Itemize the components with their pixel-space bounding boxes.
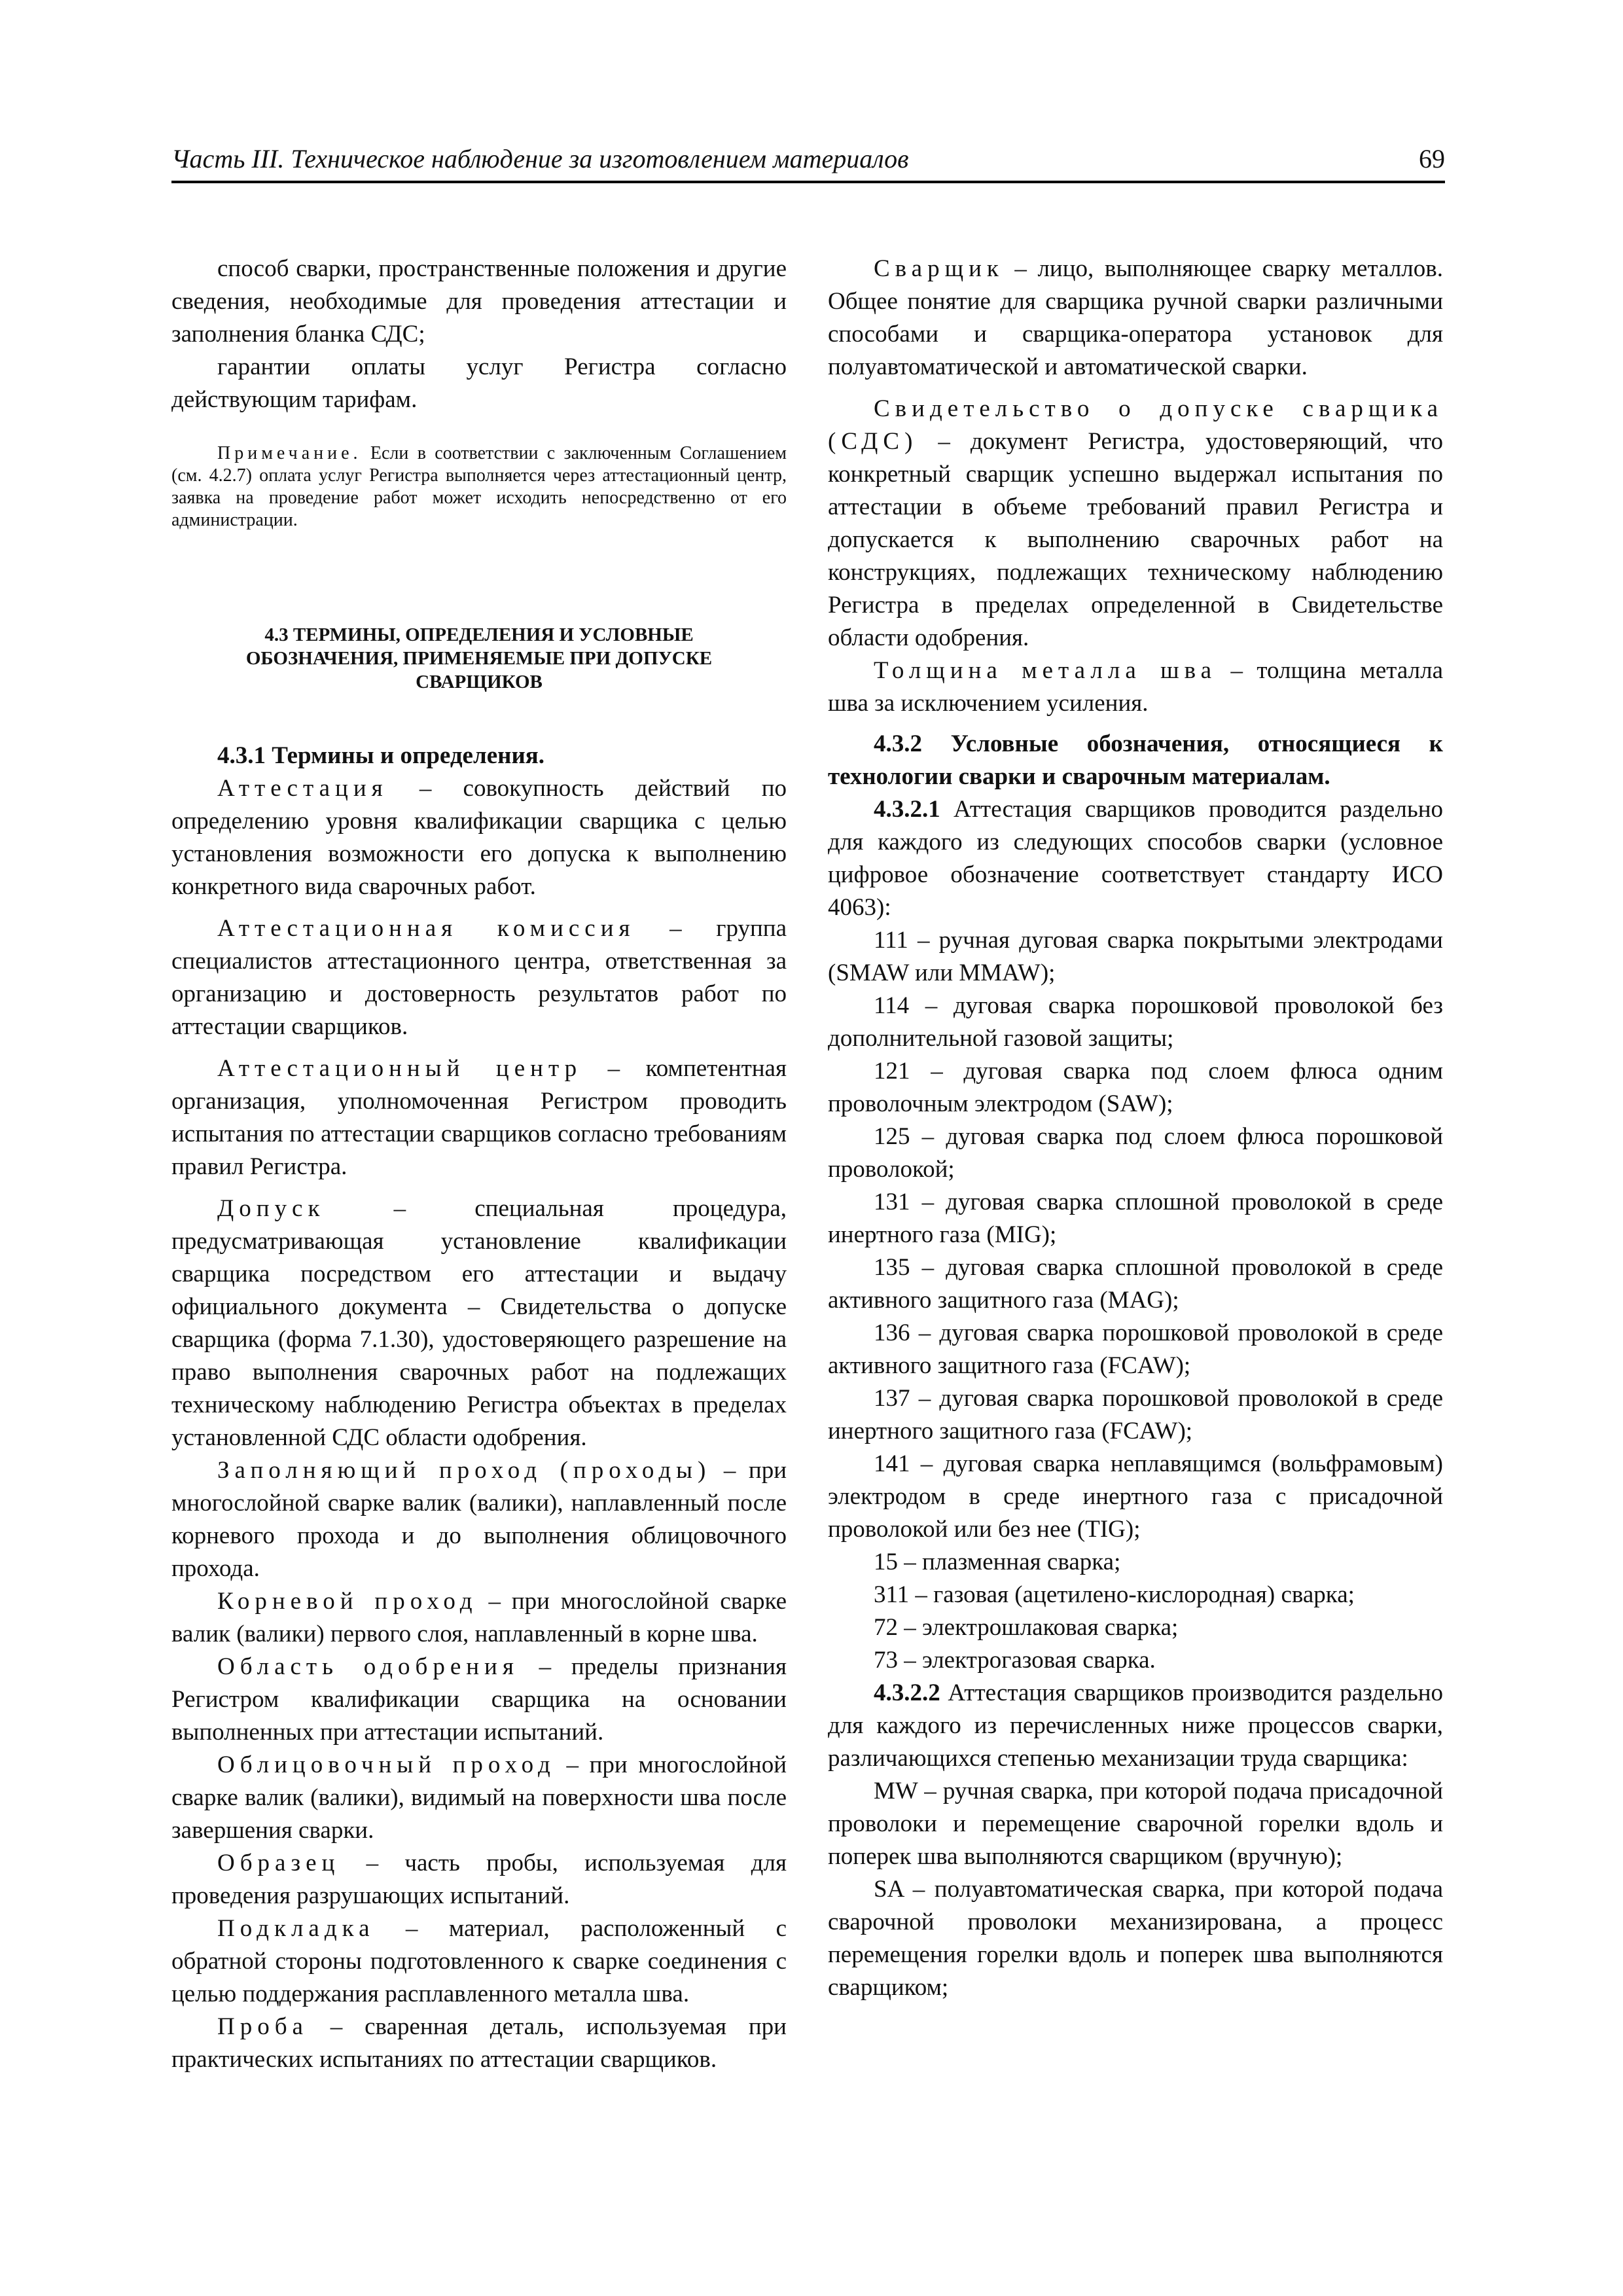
note-text: Если в соответствии с заключенным Соглашением (см. 4.2.7) оплата услуг Регистра выполняется через аттестационный центр, заявка на проведение работ может исходить непосредственно от его администрации. (171, 443, 787, 530)
term-definition (171, 1585, 787, 1651)
term-definition (171, 1193, 787, 1454)
definition: – при многослойной сварке валик (валики), наплавленный после корневого прохода и до выполнения облицовочного прохода. (171, 1457, 787, 1582)
term-definition (828, 655, 1443, 720)
process-item: 135 – дуговая сварка сплошной проволокой в среде активного защитного газа (MAG); (828, 1254, 1443, 1314)
process-item: 311 – газовая (ацетилено-кислородная) сварка; (874, 1581, 1355, 1608)
definition: – часть пробы, используемая для проведения разрушающих испытаний. (171, 1850, 787, 1909)
section-title: 4.3 ТЕРМИНЫ, ОПРЕДЕЛЕНИЯ И УСЛОВНЫЕ ОБОЗНАЧЕНИЯ, ПРИМЕНЯЕМЫЕ ПРИ ДОПУСКЕ СВАРЩИКОВ (245, 624, 713, 692)
process-item: 125 – дуговая сварка под слоем флюса порошковой проволокой; (828, 1123, 1443, 1183)
term: Аттестация (217, 775, 388, 802)
paragraph: MW – ручная сварка, при которой подача присадочной проволоки и перемещение сварочной горелки вдоль и поперек шва выполняются сварщиком (вручную); (828, 1778, 1443, 1870)
term: Сварщик (874, 255, 1004, 282)
term-definition (171, 912, 787, 1043)
clause-text: Аттестация сварщиков производится раздельно для каждого из перечисленных ниже процессов сварки, различающихся степенью механизации труда сварщика: (828, 1679, 1443, 1772)
page-header (171, 140, 1445, 183)
definition: – специальная процедура, предусматривающая установление квалификации сварщика посредством его аттестации и выдачу официального документа – Свидетельства о допуске сварщика (форма 7.1.30), удостоверяющего разрешение на право выполнения сварочных работ на подлежащих техническому наблюдению Регистра объектах в пределах установленной СДС области одобрения. (171, 1195, 787, 1451)
process-item: 141 – дуговая сварка неплавящимся (вольфрамовым) электродом в среде инертного газа с присадочной проволокой или без нее (TIG); (828, 1450, 1443, 1543)
definition: – документ Регистра, удостоверяющий, что конкретный сварщик успешно выдержал испытания по аттестации в объеме требований правил Регистра и допускается к выполнению сварочных работ на конструкциях, подлежащих техническому наблюдению Регистра в пределах определенной в Свидетельстве области одобрения. (828, 428, 1443, 651)
paragraph (828, 1677, 1443, 1775)
term-definition (828, 253, 1443, 384)
process-item: 111 – ручная дуговая сварка покрытыми электродами (SMAW или MMAW); (828, 927, 1443, 986)
definition: – лицо, выполняющее сварку металлов. Общее понятие для сварщика ручной сварки различными способами и сварщика-оператора установок для полуавтоматической и автоматической сварки. (828, 255, 1443, 380)
term-definition (171, 1651, 787, 1749)
running-title: Часть III. Техническое наблюдение за изготовлением материалов (171, 144, 909, 173)
process-item: 121 – дуговая сварка под слоем флюса одним проволочным электродом (SAW); (828, 1058, 1443, 1117)
term: Заполняющий проход (проходы) (217, 1457, 711, 1484)
subsection-title: 4.3.2 Условные обозначения, относящиеся к технологии сварки и сварочным материалам. (828, 730, 1443, 790)
term: Допуск (217, 1195, 325, 1222)
term: Толщина металла шва (874, 657, 1217, 684)
paragraph: SA – полуавтоматическая сварка, при которой подача сварочной проволоки механизирована, а процесс перемещения горелки вдоль и поперек шва выполняются сварщиком; (828, 1876, 1443, 2001)
process-item: 114 – дуговая сварка порошковой проволокой без дополнительной газовой защиты; (828, 992, 1443, 1052)
term-definition (171, 1454, 787, 1585)
term: Образец (217, 1850, 340, 1876)
process-item: 72 – электрошлаковая сварка; (874, 1614, 1179, 1641)
process-item: 15 – плазменная сварка; (874, 1549, 1121, 1575)
term-definition (171, 772, 787, 903)
definition: – пределы признания Регистром квалификации сварщика на основании выполненных при аттестации испытаний. (171, 1653, 787, 1746)
term-definition (171, 1912, 787, 2011)
term: Аттестационная комиссия (217, 915, 635, 942)
note-label: Примечание. (217, 443, 362, 463)
note (171, 442, 787, 531)
process-item: 137 – дуговая сварка порошковой проволокой в среде инертного защитного газа (FCAW); (828, 1385, 1443, 1444)
definition: – совокупность действий по определению уровня квалификации сварщика с целью установления возможности его допуска к выполнению конкретного вида сварочных работ. (171, 775, 787, 900)
term: Аттестационный центр (217, 1055, 582, 1082)
process-item: 136 – дуговая сварка порошковой проволокой в среде активного защитного газа (FCAW); (828, 1319, 1443, 1379)
process-item: 131 – дуговая сварка сплошной проволокой в среде инертного газа (MIG); (828, 1189, 1443, 1248)
definition: – группа специалистов аттестационного центра, ответственная за организацию и достоверность результатов работ по аттестации сварщиков. (171, 915, 787, 1040)
term: Облицовочный проход (217, 1751, 556, 1778)
term-definition (171, 1847, 787, 1912)
term-definition (828, 393, 1443, 655)
term: Корневой проход (217, 1588, 478, 1615)
clause-text: Аттестация сварщиков проводится раздельно для каждого из следующих способов сварки (условное цифровое обозначение соответствует стандарту ИСО 4063): (828, 796, 1443, 921)
subsection-title: 4.3.1 Термины и определения. (217, 742, 545, 769)
clause-number: 4.3.2.1 (874, 796, 940, 823)
term: Область одобрения (217, 1653, 519, 1680)
definition: – компетентная организация, уполномоченная Регистром проводить испытания по аттестации сварщиков согласно требованиям правил Регистра. (171, 1055, 787, 1180)
term: Проба (217, 2013, 308, 2040)
definition: – материал, расположенный с обратной стороны подготовленного к сварке соединения с целью поддержания расплавленного металла шва. (171, 1915, 787, 2007)
definition: – при многослойной сварке валик (валики), видимый на поверхности шва после завершения сварки. (171, 1751, 787, 1844)
paragraph (828, 793, 1443, 924)
clause-number: 4.3.2.2 (874, 1679, 940, 1706)
paragraph: способ сварки, пространственные положения и другие сведения, необходимые для проведения аттестации и заполнения бланка СДС; (171, 255, 787, 348)
definition: – при многослойной сварке валик (валики) первого слоя, наплавленный в корне шва. (171, 1588, 787, 1647)
term-definition (171, 1052, 787, 1183)
definition: – сваренная деталь, используемая при практических испытаниях по аттестации сварщиков. (171, 2013, 787, 2073)
right-column (828, 253, 1443, 2004)
term: Подкладка (217, 1915, 375, 1942)
term-definition (171, 2011, 787, 2076)
term: Свидетельство о допуске сварщика (СДС) (828, 395, 1443, 455)
process-item: 73 – электрогазовая сварка. (874, 1647, 1156, 1674)
page-number: 69 (1419, 144, 1445, 173)
term-definition (171, 1749, 787, 1847)
definition: – толщина металла шва за исключением усиления. (828, 657, 1443, 717)
paragraph: гарантии оплаты услуг Регистра согласно действующим тарифам. (171, 353, 787, 413)
left-column (171, 253, 787, 2076)
